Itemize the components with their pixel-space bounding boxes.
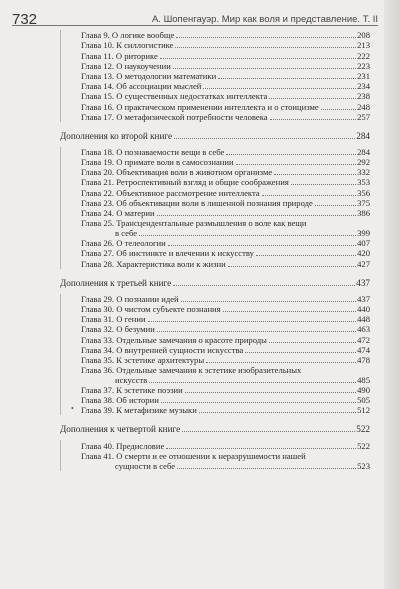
- leader-dots: [269, 342, 356, 343]
- section-title: Дополнения к четвертой книге: [60, 424, 181, 435]
- leader-dots: [166, 448, 356, 449]
- entry-page: 522: [357, 440, 370, 451]
- leader-dots: [139, 235, 356, 236]
- entry-title: Глава 38. Об истории: [81, 395, 159, 406]
- leader-dots: [168, 245, 356, 246]
- toc-entry: [81, 355, 370, 365]
- toc-entry: [81, 40, 370, 50]
- toc-entry: [81, 248, 370, 258]
- leader-dots: [173, 285, 355, 286]
- leader-dots: [203, 88, 356, 89]
- toc-section-3: [60, 276, 370, 288]
- section-page: 284: [356, 130, 370, 141]
- entry-page: 208: [357, 30, 370, 41]
- entry-continuation-row: [81, 375, 370, 385]
- entry-page: 427: [357, 258, 370, 269]
- toc-entry: [81, 50, 370, 60]
- leader-dots: [291, 184, 356, 185]
- toc-entry: [81, 314, 370, 324]
- entry-page: 238: [357, 91, 370, 102]
- entry-title: Глава 22. Объективное рассмотрение интеллекта: [81, 187, 260, 198]
- toc-entry: [81, 30, 370, 40]
- leader-dots: [218, 78, 356, 79]
- entry-page: 222: [357, 50, 370, 61]
- entry-page: 292: [357, 157, 370, 168]
- toc-entry: [81, 440, 370, 450]
- toc-block-2: [60, 147, 370, 269]
- toc-entry: [81, 304, 370, 314]
- entry-title: Глава 20. Объективация воли в животном организме: [81, 167, 273, 178]
- running-title: А. Шопенгауэр. Мир как воля и представление. Т. II: [151, 14, 378, 25]
- entry-page: 213: [357, 40, 370, 51]
- entry-title-continued: сущности в себе: [115, 460, 176, 471]
- toc-entry: [81, 167, 370, 177]
- entry-title-continued: искусств: [115, 374, 148, 385]
- toc-entry: [81, 61, 370, 71]
- toc-entry: [81, 187, 370, 197]
- entry-title: Глава 26. О телеологии: [81, 238, 166, 249]
- leader-dots: [181, 301, 356, 302]
- entry-title: Глава 40. Предисловие: [81, 440, 165, 451]
- toc-block-1: [60, 30, 370, 122]
- leader-dots: [199, 412, 356, 413]
- entry-page: 248: [357, 101, 370, 112]
- entry-title: Глава 15. О существенных недостатках интеллекта: [81, 91, 268, 102]
- header-rule: [12, 25, 378, 26]
- toc-entry: [81, 324, 370, 334]
- leader-dots: [182, 431, 355, 432]
- toc-entry: [81, 258, 370, 268]
- toc-section-4: [60, 422, 370, 434]
- toc-entry: [81, 385, 370, 395]
- entry-title: Глава 39. К метафизике музыки: [81, 405, 197, 416]
- entry-title: Глава 12. О наукоучении: [81, 60, 171, 71]
- entry-page: 231: [357, 70, 370, 81]
- entry-title: Глава 18. О познаваемости вещи в себе: [81, 146, 225, 157]
- toc-block-4: [60, 440, 370, 470]
- table-of-contents: [60, 30, 370, 471]
- toc-entry: [81, 238, 370, 248]
- entry-title: Глава 25. Трансцендентальные размышления о воле как вещи: [81, 218, 307, 228]
- toc-entry: [81, 91, 370, 101]
- entry-page: 478: [357, 354, 370, 365]
- entry-title: Глава 17. О метафизической потребности человека: [81, 111, 268, 122]
- entry-title: Глава 24. О материи: [81, 208, 155, 218]
- leader-dots: [274, 174, 356, 175]
- entry-title: Глава 9. О логике вообще: [81, 30, 175, 41]
- entry-page: 407: [357, 238, 370, 249]
- leader-dots: [148, 321, 357, 322]
- section-title: Дополнения ко второй книге: [60, 130, 173, 141]
- leader-dots: [226, 154, 356, 155]
- entry-title: Глава 28. Характеристика воли к жизни: [81, 258, 226, 269]
- entry-title: Глава 13. О методологии математики: [81, 70, 217, 81]
- entry-continuation-row: [81, 228, 370, 238]
- leader-dots: [269, 98, 356, 99]
- leader-dots: [174, 138, 355, 139]
- toc-entry: [81, 365, 370, 385]
- toc-entry: [81, 157, 370, 167]
- toc-entry: [81, 405, 370, 415]
- entry-title: Глава 37. К эстетике поэзии: [81, 385, 183, 396]
- entry-page: 448: [357, 314, 370, 325]
- entry-title: Глава 21. Ретроспективный взгляд и общие соображения: [81, 177, 289, 188]
- entry-title: Глава 10. К силлогистике: [81, 40, 174, 51]
- entry-title: Глава 16. О практическом применении интеллекта и о стоицизме: [81, 101, 319, 112]
- entry-page: 474: [357, 344, 370, 355]
- toc-entry: [81, 294, 370, 304]
- toc-entry: [81, 208, 370, 218]
- leader-dots: [149, 382, 356, 383]
- leader-dots: [228, 266, 356, 267]
- leader-dots: [160, 58, 356, 59]
- entry-title-continued: в себе: [115, 228, 138, 238]
- toc-entry: [81, 334, 370, 344]
- entry-page: 512: [357, 405, 370, 416]
- page-edge-shadow: [384, 0, 400, 589]
- entry-page: 399: [357, 228, 370, 238]
- entry-page: 463: [357, 324, 370, 335]
- entry-page: 490: [357, 385, 370, 396]
- leader-dots: [236, 164, 357, 165]
- entry-title: Глава 41. О смерти и ее отношении к неразрушимости нашей: [81, 450, 306, 461]
- leader-dots: [315, 205, 356, 206]
- leader-dots: [176, 37, 356, 38]
- toc-entry: [81, 112, 370, 122]
- entry-title: Глава 19. О примате воли в самосознании: [81, 157, 234, 168]
- entry-title: Глава 23. Об объективации воли в лишенной познания природе: [81, 197, 313, 208]
- page-header: [12, 13, 378, 29]
- margin-mark: •: [71, 404, 74, 413]
- leader-dots: [157, 331, 356, 332]
- leader-dots: [185, 392, 356, 393]
- entry-title: Глава 29. О познании идей: [81, 293, 179, 304]
- leader-dots: [177, 468, 356, 469]
- section-title: Дополнения к третьей книге: [60, 277, 172, 288]
- entry-page: 420: [357, 248, 370, 259]
- leader-dots: [262, 195, 356, 196]
- leader-dots: [270, 119, 357, 120]
- entry-page: 234: [357, 81, 370, 92]
- toc-section-2: [60, 129, 370, 141]
- entry-page: 223: [357, 60, 370, 71]
- leader-dots: [157, 215, 356, 216]
- entry-continuation-row: [81, 461, 370, 471]
- entry-page: 353: [357, 177, 370, 188]
- section-page: 437: [356, 277, 370, 288]
- entry-title: Глава 14. Об ассоциации мыслей: [81, 81, 202, 92]
- toc-entry: [81, 147, 370, 157]
- toc-entry: [81, 71, 370, 81]
- leader-dots: [161, 402, 356, 403]
- entry-title: Глава 30. О чистом субъекте познания: [81, 303, 221, 314]
- entry-title: Глава 35. К эстетике архитектуры: [81, 354, 205, 365]
- entry-page: 257: [357, 111, 370, 122]
- entry-title: Глава 31. О гении: [81, 314, 146, 325]
- leader-dots: [321, 109, 356, 110]
- entry-page: 437: [357, 293, 370, 304]
- toc-entry: [81, 218, 370, 238]
- toc-entry: [81, 451, 370, 471]
- leader-dots: [223, 311, 356, 312]
- leader-dots: [256, 255, 356, 256]
- entry-page: 356: [357, 187, 370, 198]
- entry-title: Глава 11. О риторике: [81, 50, 158, 61]
- entry-page: 332: [357, 167, 370, 178]
- leader-dots: [175, 47, 356, 48]
- entry-page: 485: [357, 374, 370, 385]
- toc-entry: [81, 395, 370, 405]
- toc-entry: [81, 345, 370, 355]
- entry-page: 472: [357, 334, 370, 345]
- leader-dots: [173, 68, 356, 69]
- leader-dots: [245, 352, 356, 353]
- toc-entry: [81, 101, 370, 111]
- entry-title: Глава 36. Отдельные замечания к эстетике изобразительных: [81, 364, 302, 375]
- entry-title: Глава 33. Отдельные замечания о красоте природы: [81, 334, 267, 345]
- toc-entry: [81, 81, 370, 91]
- entry-title: Глава 32. О безумии: [81, 324, 155, 335]
- entry-page: 386: [357, 208, 370, 218]
- entry-page: 375: [357, 197, 370, 208]
- entry-title: Глава 27. Об инстинкте и влечении к искусству: [81, 248, 254, 259]
- entry-page: 505: [357, 395, 370, 406]
- toc-block-3: [60, 294, 370, 416]
- leader-dots: [206, 362, 356, 363]
- entry-page: 440: [357, 303, 370, 314]
- toc-entry: [81, 198, 370, 208]
- entry-title: Глава 34. О внутренней сущности искусства: [81, 344, 244, 355]
- toc-entry: [81, 177, 370, 187]
- entry-page: 523: [357, 460, 370, 471]
- section-page: 522: [356, 424, 370, 435]
- page-number: 732: [12, 11, 38, 28]
- entry-page: 284: [357, 146, 370, 157]
